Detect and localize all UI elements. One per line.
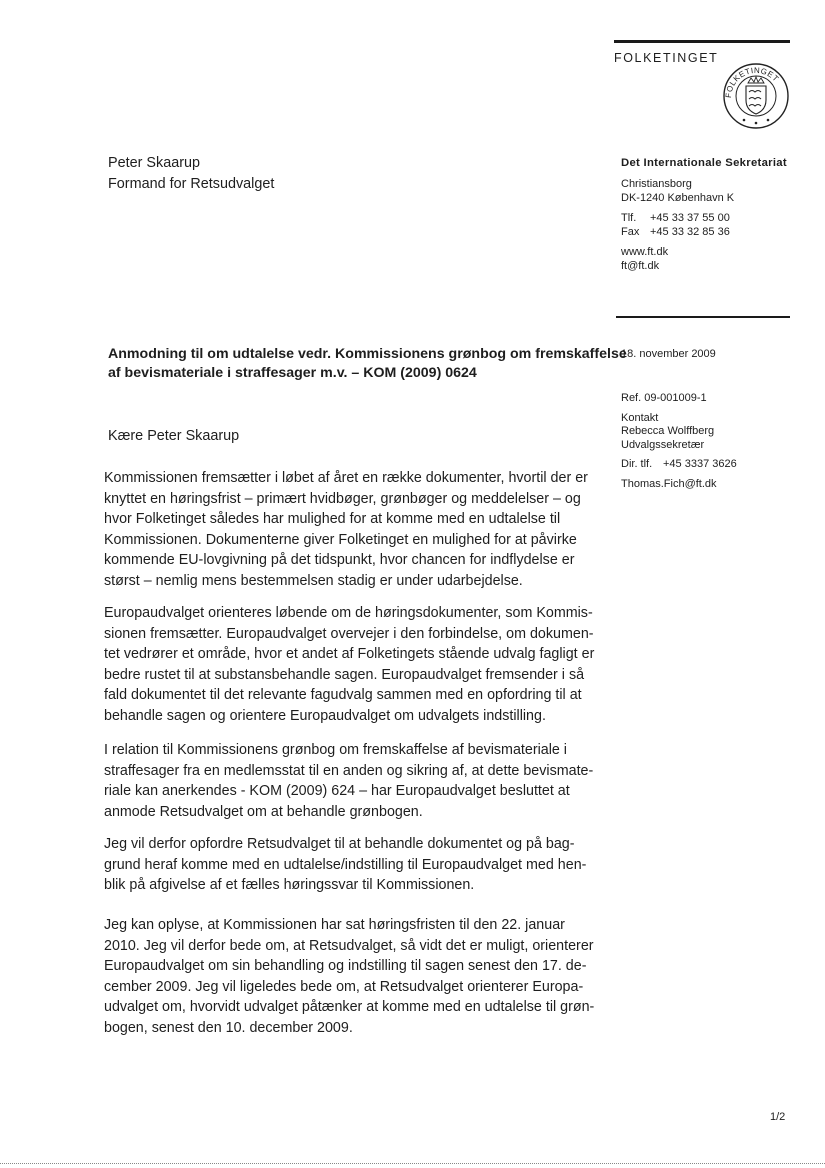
website-link[interactable]: www.ft.dk [621, 246, 669, 258]
direct-phone-label: Dir. tlf. [621, 458, 653, 470]
reference-number: Ref. 09-001009-1 [621, 392, 707, 404]
paragraph-line: udvalget om, hvorvidt udvalget påtænker at komme med en udtalelse til grøn- [104, 999, 595, 1016]
paragraph-line: Europaudvalget orienteres løbende om de høringsdokumenter, som Kommis- [104, 605, 593, 621]
phone-label: Tlf. [621, 212, 637, 224]
contact-label: Kontakt [621, 411, 659, 424]
body-paragraph-3 [104, 740, 594, 822]
fax-number: +45 33 32 85 36 [650, 226, 730, 238]
direct-phone-line [621, 458, 737, 472]
parliament-seal-logo [722, 62, 790, 130]
phone-line [621, 211, 787, 225]
recipient-block [108, 153, 274, 195]
paragraph-line: kommende EU-lovgivning på det tidspunkt, hvor chancen for indflydelse er [104, 552, 575, 569]
direct-phone-number: +45 3337 3626 [663, 458, 737, 470]
address-line-1: Christiansborg [621, 178, 692, 190]
svg-text:FOLKETINGET: FOLKETINGET [723, 65, 781, 99]
paragraph-line: I relation til Kommissionens grønbog om fremskaffelse af bevismateriale i [104, 742, 567, 758]
body-paragraph-5 [104, 915, 594, 1039]
phone-number: +45 33 37 55 00 [650, 212, 730, 224]
paragraph-line: straffesager fra en medlemsstat til en anden og sikring af, at dette bevismate- [104, 762, 594, 779]
email-link[interactable]: ft@ft.dk [621, 260, 660, 272]
contact-name: Rebecca Wolffberg [621, 425, 715, 437]
paragraph-line: hvor Folketinget således har mulighed for at komme med en udtalelse til [104, 511, 561, 528]
contact-email-link[interactable]: Thomas.Fich@ft.dk [621, 477, 717, 490]
fax-line [621, 225, 787, 239]
paragraph-line: grund heraf komme med en udtalelse/indstilling til Europaudvalget med hen- [104, 856, 587, 873]
letter-subject [108, 345, 627, 383]
recipient-name: Peter Skaarup [108, 155, 200, 171]
body-paragraph-4 [104, 834, 594, 896]
paragraph-line: bogen, senest den 10. december 2009. [104, 1019, 353, 1036]
subject-line-1: Anmodning til om udtalelse vedr. Kommissionens grønbog om fremskaffelse [108, 346, 627, 362]
fax-label: Fax [621, 226, 640, 238]
paragraph-line: Europaudvalget om sin behandling og indstilling til sagen senest den 17. de- [104, 958, 587, 975]
paragraph-line: Jeg vil derfor opfordre Retsudvalget til at behandle dokumentet og på bag- [104, 836, 575, 852]
department-name: Det Internationale Sekretariat [621, 157, 787, 169]
salutation: Kære Peter Skaarup [108, 428, 240, 444]
paragraph-line: tet vedrører et område, hvor et andet af Folketingets stående udvalg fagligt er [104, 646, 595, 663]
paragraph-line: 2010. Jeg vil derfor bede om, at Retsudvalget, så vidt det er muligt, orienterer [104, 937, 594, 954]
paragraph-line: cember 2009. Jeg vil ligeledes bede om, at Retsudvalget orienterer Europa- [104, 978, 584, 995]
paragraph-line: bedre rustet til at substansbehandle sagen. Europaudvalget fremsender i så [104, 666, 585, 683]
org-name: FOLKETINGET [614, 51, 719, 65]
paragraph-line: størst – nemlig mens bestemmelsen stadig er under udarbejdelse. [104, 572, 523, 589]
paragraph-line: fald dokumentet til det relevante fagudvalg sammen med en opfordring til at [104, 687, 582, 704]
subject-line-2: af bevismateriale i straffesager m.v. – KOM (2009) 0624 [108, 365, 477, 381]
paragraph-line: knyttet en høringsfrist – primært hvidbøger, grønbøger og meddelelser – og [104, 490, 581, 507]
paragraph-line: anmode Retsudvalget om at behandle grønbogen. [104, 803, 423, 820]
paragraph-line: behandle sagen og orientere Europaudvalget om udvalgets indstilling. [104, 707, 546, 724]
paragraph-line: Kommissionen fremsætter i løbet af året en række dokumenter, hvortil der er [104, 470, 588, 486]
paragraph-line: Jeg kan oplyse, at Kommissionen har sat høringsfristen til den 22. januar [104, 917, 565, 933]
sender-block [621, 156, 787, 273]
body-paragraph-1 [104, 468, 594, 592]
header-rule [614, 40, 790, 43]
paragraph-line: sionen fremsætter. Europaudvalget overvejer i den forbindelse, om dokumen- [104, 625, 594, 642]
divider-rule [616, 316, 790, 318]
address-line-2: DK-1240 København K [621, 192, 735, 204]
recipient-title: Formand for Retsudvalget [108, 176, 275, 192]
page-number: 1/2 [770, 1111, 786, 1123]
letter-date: 18. november 2009 [621, 348, 716, 360]
contact-role: Udvalgssekretær [621, 438, 705, 451]
paragraph-line: Kommissionen. Dokumenterne giver Folketinget en mulighed for at påvirke [104, 531, 577, 548]
body-paragraph-2 [104, 603, 594, 727]
reference-block [621, 392, 737, 491]
paragraph-line: blik på afgivelse af et fælles høringssvar til Kommissionen. [104, 877, 475, 894]
paragraph-line: riale kan anerkendes - KOM (2009) 624 – har Europaudvalget besluttet at [104, 783, 570, 800]
scan-edge-divider [0, 1163, 825, 1165]
